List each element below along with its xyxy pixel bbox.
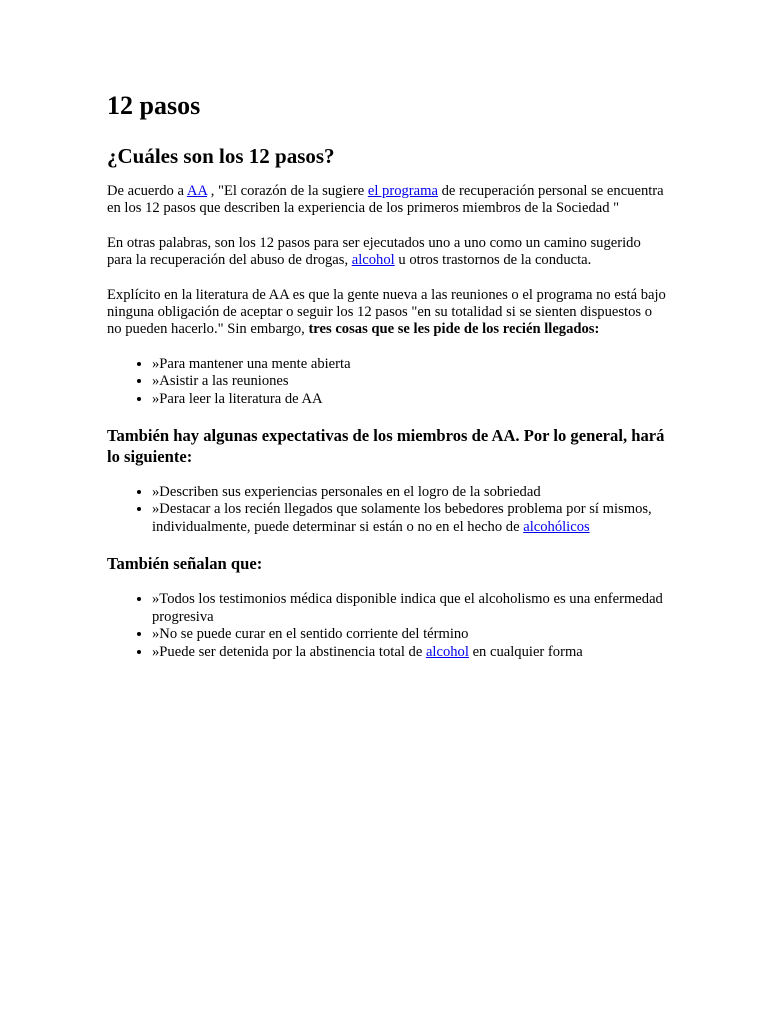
section-heading-expectations: También hay algunas expectativas de los miembros de AA. Por lo general, hará lo siguiente: <box>107 426 665 467</box>
link-el-programa[interactable]: el programa <box>367 183 438 199</box>
list-item: • »Para mantener una mente abierta <box>152 356 667 373</box>
link-alcohol[interactable]: alcohol <box>351 252 395 269</box>
list-item: • »Todos los testimonios médica disponible indica que el alcoholismo es una enfermedad progresiva <box>152 591 667 626</box>
list-points <box>107 591 667 661</box>
document <box>107 86 667 661</box>
paragraph-bold-text: tres cosas que se les pide de los recién llegados: <box>308 321 600 338</box>
list-item <box>152 644 667 661</box>
link-alcoholicos[interactable]: alcohólicos <box>523 518 590 535</box>
paragraph-explicit <box>107 287 667 339</box>
paragraph-other-words <box>107 235 667 270</box>
list-expectations <box>107 484 667 536</box>
list-item-text: »Puede ser detenida por la abstinencia total de <box>152 643 426 660</box>
list-item <box>152 501 667 536</box>
list-requests <box>107 356 667 408</box>
paragraph-text: u otros trastornos de la conducta. <box>394 252 592 269</box>
list-item-text: en cualquier forma <box>468 643 583 660</box>
list-item-text: »Destacar a los recién llegados que solamente los bebedores problema por sí mismos, individualmente, puede determinar si están o no en el hecho de <box>152 501 652 535</box>
section-heading-also: También señalan que: <box>107 554 263 574</box>
list-item: • »No se puede curar en el sentido corriente del término <box>152 626 667 643</box>
list-item: • »Asistir a las reuniones <box>152 373 667 390</box>
paragraph-text: En otras palabras, son los 12 pasos para ser ejecutados uno a uno como un camino sugerido para la recuperación del abuso de drogas, <box>107 234 641 269</box>
list-item: • »Describen sus experiencias personales en el logro de la sobriedad <box>152 484 667 501</box>
paragraph-intro <box>107 183 667 218</box>
section-heading: ¿Cuáles son los 12 pasos? <box>107 144 335 168</box>
paragraph-text: De acuerdo a <box>107 183 187 199</box>
paragraph-text: Explícito en la literatura de AA es que la gente nueva a las reuniones o el programa no está bajo ninguna obligación de aceptar o seguir los 12 pasos "en su totalidad si se sienten dispuestos o no pueden hacerlo." Sin embargo, <box>107 286 666 338</box>
paragraph-text: de recuperación personal se encuentra en los 12 pasos que describen la experiencia de los primeros miembros de la Sociedad " <box>107 183 664 217</box>
link-aa[interactable]: AA <box>186 183 208 199</box>
link-alcohol-2[interactable]: alcohol <box>425 643 469 660</box>
page-title: 12 pasos <box>107 91 201 120</box>
paragraph-text: , "El corazón de la sugiere <box>207 183 368 199</box>
list-item: • »Para leer la literatura de AA <box>152 391 667 408</box>
